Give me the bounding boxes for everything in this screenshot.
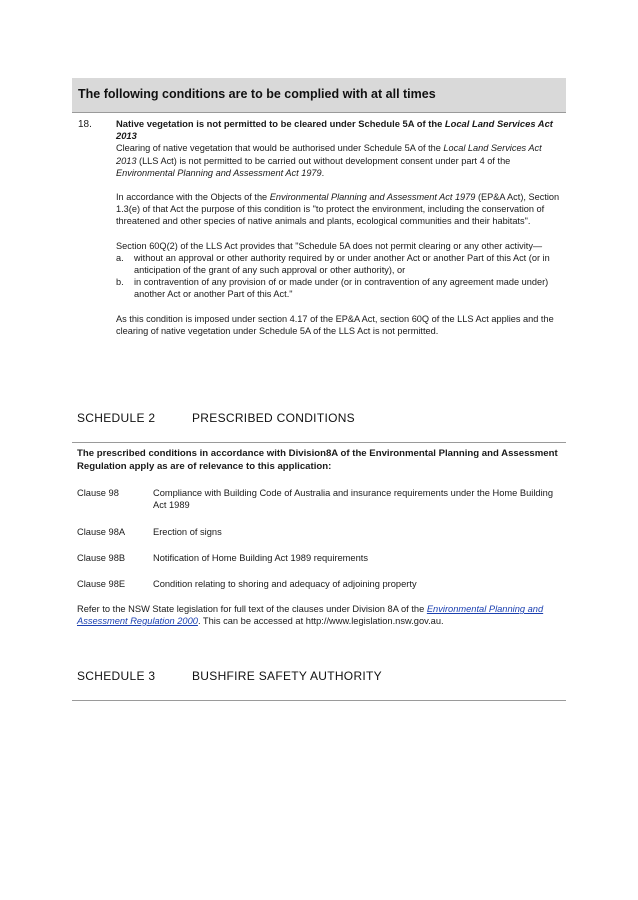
list-item: a. without an approval or other authority required by or under another Act or another Part of this Act (or in anticipation of the grant of any such approval or other authority), or <box>116 252 550 276</box>
banner-title: The following conditions are to be complied with at all times <box>78 87 436 101</box>
clause-row: Clause 98E Condition relating to shoring and adequacy of adjoining property <box>77 579 417 589</box>
schedule-2-intro: The prescribed conditions in accordance with Division8A of the Environmental Planning and Assessment Regulation apply as are of relevance to this application: <box>77 448 558 472</box>
condition-paragraph-3: Section 60Q(2) of the LLS Act provides that "Schedule 5A does not permit clearing or any other activity— <box>116 240 543 251</box>
divider <box>72 442 566 443</box>
clause-row: Clause 98A Erection of signs <box>77 527 222 537</box>
condition-body <box>116 118 562 349</box>
list-item: b. in contravention of any provision of or made under (or in contravention of any agreement made under) another Act or another Part of this Act." <box>116 277 549 300</box>
clause-row: Clause 98B Notification of Home Building Act 1989 requirements <box>77 553 368 563</box>
condition-paragraph-4: As this condition is imposed under section 4.17 of the EP&A Act, section 60Q of the LLS Act applies and the clearing of native vegetation under Schedule 5A of the LLS Act is not permitted. <box>116 313 554 336</box>
condition-title: Native vegetation is not permitted to be cleared under Schedule 5A of the Local Land Services Act 2013 <box>116 118 553 142</box>
condition-number: 18. <box>78 119 92 130</box>
condition-paragraph-2: In accordance with the Objects of the Environmental Planning and Assessment Act 1979 (EP&A Act), Section 1.3(e) of that Act the purpose of this condition is "to protect the environment, including the conservation of threatened and other species of native animals and plants, ecological communities and their habitats". <box>116 192 560 227</box>
schedule-2-heading: SCHEDULE 2 PRESCRIBED CONDITIONS <box>77 411 355 425</box>
schedule-3-heading: SCHEDULE 3 BUSHFIRE SAFETY AUTHORITY <box>77 669 382 683</box>
clause-row: Clause 98 Compliance with Building Code of Australia and insurance requirements under the Home Building Act 1989 <box>77 488 553 510</box>
condition-paragraph-1: Clearing of native vegetation that would be authorised under Schedule 5A of the Local Land Services Act 2013 (LLS Act) is not permitted to be carried out without development consent under part 4 of the Environmental Planning and Assessment Act 1979. <box>116 143 542 178</box>
conditions-banner <box>72 78 566 113</box>
divider <box>72 700 566 701</box>
legislation-reference: Refer to the NSW State legislation for full text of the clauses under Division 8A of the Environmental Planning and Assessment Regulation 2000. This can be accessed at http://www.legislation.nsw.gov.au. <box>77 604 544 626</box>
regulation-link[interactable]: Environmental Planning and Assessment Regulation 2000 <box>77 604 544 626</box>
